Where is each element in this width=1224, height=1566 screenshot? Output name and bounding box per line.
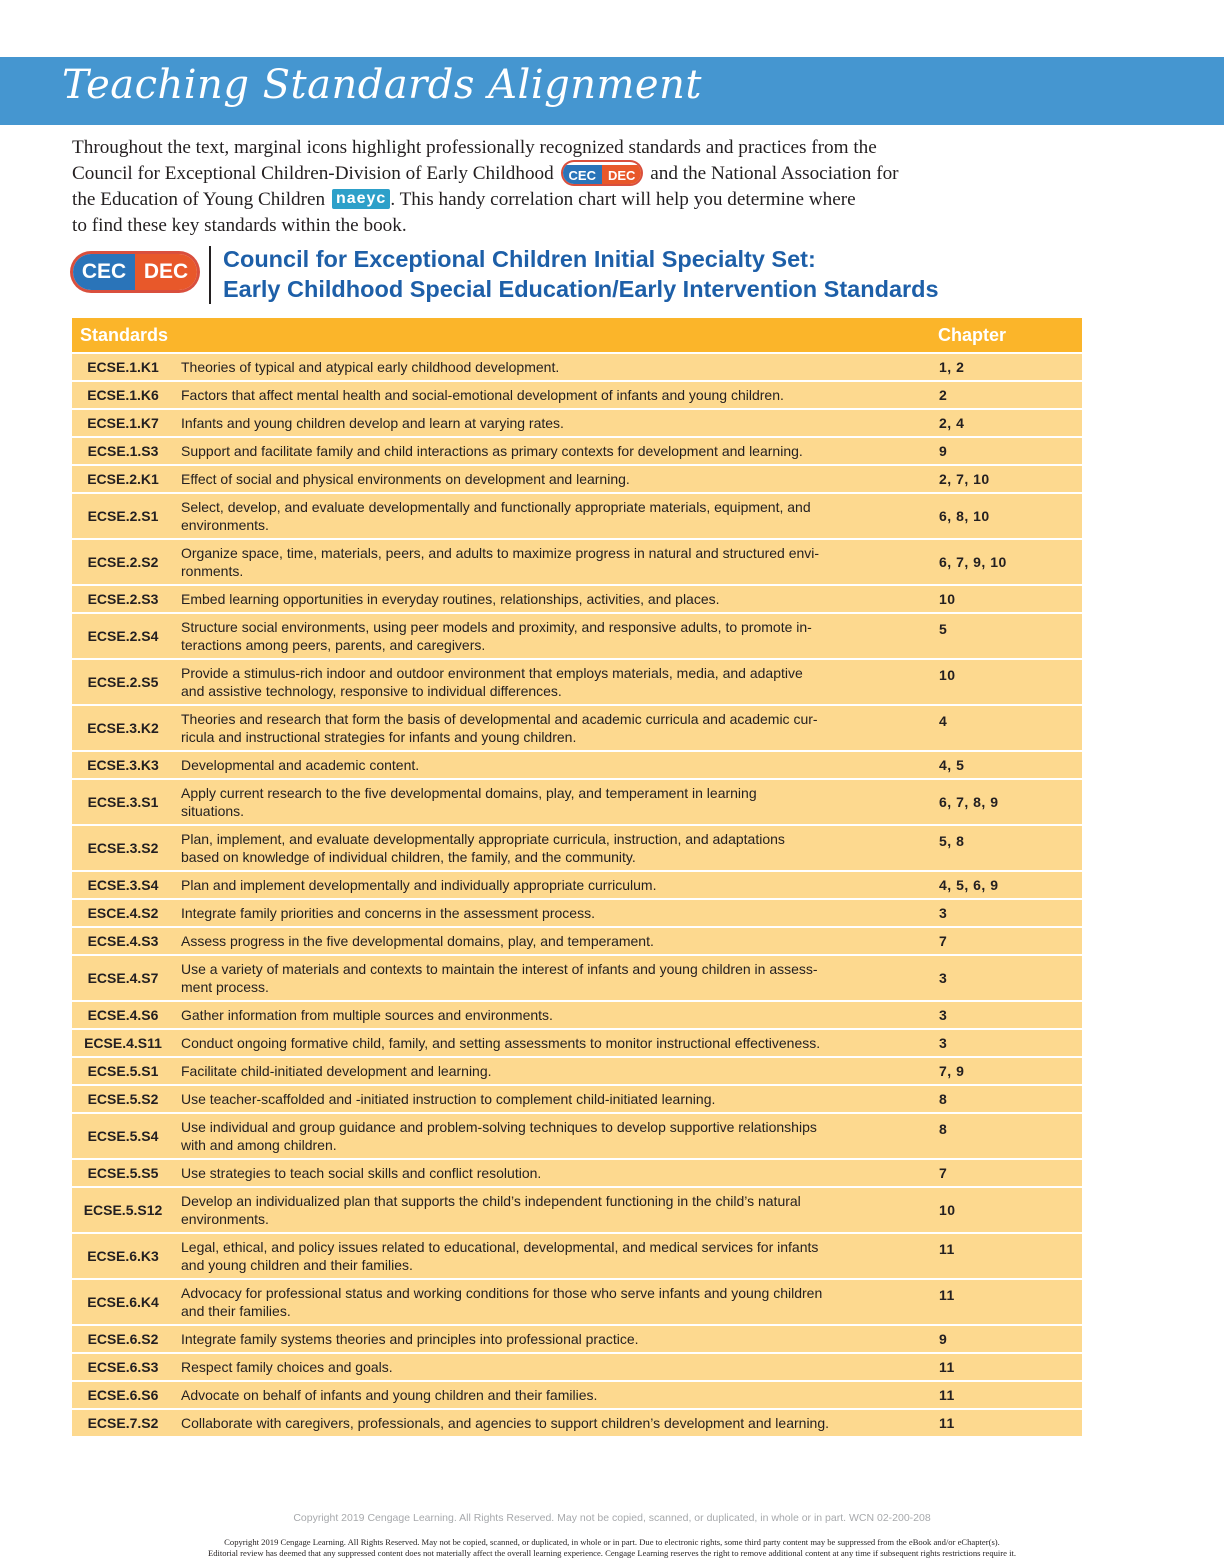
standard-code: ECSE.1.S3 [87,443,159,459]
table-row [72,956,1082,1002]
standard-description [174,494,930,538]
table-row [72,706,1082,752]
cec-dec-logo [563,162,642,184]
standard-code: ECSE.6.S3 [87,1359,159,1375]
standard-description-line: Apply current research to the five developmental domains, play, and temperament in learning [181,785,757,801]
standard-description [174,1410,930,1436]
standard-description [174,410,930,436]
standard-description-line: Assess progress in the five developmental domains, play, and temperament. [181,933,654,949]
table-header [72,318,1082,354]
table-body [72,354,1082,1438]
standard-description-line: Developmental and academic content. [181,757,420,773]
chapter-reference: 8 [939,1091,948,1107]
copyright-watermark: Copyright 2019 Cengage Learning. All Rights Reserved. May not be copied, scanned, or duplicated, in whole or in part. WCN 02-200-208 [293,1512,931,1524]
standard-description-line: Conduct ongoing formative child, family, and setting assessments to monitor instructional effectiveness. [181,1035,821,1051]
standard-description-line: and young children and their families. [181,1257,413,1273]
table-row [72,1160,1082,1188]
chapter-reference: 2 [939,387,948,403]
standard-code: ECSE.6.K4 [87,1294,159,1310]
chapter-reference: 11 [939,1415,955,1431]
standard-description-line: Respect family choices and goals. [181,1359,393,1375]
standard-description-line: Plan, implement, and evaluate developmentally appropriate curricula, instruction, and adaptations [181,831,785,847]
cec-logo-text: CEC [563,165,602,184]
table-row [72,928,1082,956]
chapter-reference: 6, 7, 8, 9 [939,794,999,810]
standard-description [174,540,930,584]
table-row [72,872,1082,900]
copyright-notice [0,1537,1224,1559]
standard-code: ECSE.4.S11 [84,1035,162,1051]
chapter-reference: 6, 8, 10 [939,508,990,524]
chapter-reference: 8 [939,1121,948,1137]
table-row [72,410,1082,438]
table-row [72,586,1082,614]
standard-description [174,706,930,750]
table-row [72,438,1082,466]
standard-description-line: teractions among peers, parents, and caregivers. [181,637,486,653]
chapter-reference: 4, 5, 6, 9 [939,877,999,893]
standard-description-line: with and among children. [181,1137,337,1153]
table-row [72,382,1082,410]
standard-description-line: Embed learning opportunities in everyday routines, relationships, activities, and places. [181,591,720,607]
standard-description-line: Provide a stimulus-rich indoor and outdoor environment that employs materials, media, and adaptive [181,665,803,681]
standard-description-line: Organize space, time, materials, peers, and adults to maximize progress in natural and structured envi- [181,545,820,561]
intro-text: . This handy correlation chart will help you determine where [390,189,856,210]
intro-line [72,187,1082,213]
standard-description-line: environments. [181,1211,269,1227]
standard-description [174,752,930,778]
standard-code: ECSE.1.K7 [87,415,159,431]
standard-code: ECSE.3.K2 [87,720,159,736]
standard-description [174,660,930,704]
chapter-reference: 11 [939,1287,955,1303]
table-row [72,780,1082,826]
standard-description-line: Theories of typical and atypical early childhood development. [181,359,560,375]
section-heading-line: Council for Exceptional Children Initial Specialty Set: [223,246,816,272]
chapter-reference: 11 [939,1387,955,1403]
chapter-reference: 7, 9 [939,1063,965,1079]
standard-description [174,1354,930,1380]
chapter-reference: 11 [939,1241,955,1257]
intro-text: and the National Association for [650,163,899,184]
standard-description [174,1160,930,1186]
heading-divider [209,246,211,304]
copyright-notice-line: Copyright 2019 Cengage Learning. All Rights Reserved. May not be copied, scanned, or duplicated, in whole or in part. Due to electronic rights, some third party content may be suppressed from the eBook and/or eChapter(s). [224,1537,1000,1547]
table-row [72,540,1082,586]
table-row [72,1354,1082,1382]
standard-description-line: Factors that affect mental health and social-emotional development of infants and young children. [181,387,784,403]
chapter-reference: 3 [939,905,948,921]
standard-description-line: Legal, ethical, and policy issues related to educational, developmental, and medical services for infants [181,1239,819,1255]
standard-code: ECSE.5.S1 [87,1063,159,1079]
header-standards: Standards [80,324,169,345]
standard-description [174,354,930,380]
chapter-reference: 5, 8 [939,833,965,849]
chapter-reference: 9 [939,1331,948,1347]
cec-logo-text: CEC [73,254,135,290]
table-row [72,466,1082,494]
table-row [72,1058,1082,1086]
dec-logo-text: DEC [135,254,197,290]
standard-description-line: and their families. [181,1303,291,1319]
chapter-reference: 3 [939,1007,948,1023]
table-row [72,1410,1082,1438]
standard-description [174,956,930,1000]
standard-description [174,1002,930,1028]
standard-code: ECSE.3.K3 [87,757,159,773]
standard-description-line: based on knowledge of individual children, the family, and the community. [181,849,636,865]
copyright-notice-line: Editorial review has deemed that any suppressed content does not materially affect the overall learning experience. Cengage Learning reserves the right to remove additional content at any time if subsequent rights restrictions require it. [207,1548,1017,1558]
chapter-reference: 10 [939,667,956,683]
table-row [72,494,1082,540]
standard-description-line: Use individual and group guidance and problem-solving techniques to develop supportive relationships [181,1119,817,1135]
chapter-reference: 1, 2 [939,359,965,375]
standard-description-line: ment process. [181,979,269,995]
chapter-reference: 9 [939,443,948,459]
table-row [72,1326,1082,1354]
standard-code: ECSE.2.S3 [87,591,159,607]
chapter-reference: 10 [939,1202,956,1218]
standard-description [174,1280,930,1324]
standard-code: ECSE.1.K1 [87,359,159,375]
standard-code: ECSE.2.S1 [87,508,159,524]
table-row [72,752,1082,780]
standard-description [174,1188,930,1232]
standard-code: ECSE.4.S3 [87,933,159,949]
header-chapter: Chapter [938,324,1007,345]
standard-description [174,1234,930,1278]
standard-description-line: Effect of social and physical environments on development and learning. [181,471,630,487]
table-row [72,1234,1082,1280]
standard-code: ECSE.2.S4 [87,628,159,644]
chapter-reference: 6, 7, 9, 10 [939,554,1007,570]
standard-description-line: and assistive technology, responsive to individual differences. [181,683,562,699]
chapter-reference: 3 [939,1035,948,1051]
standard-description-line: Integrate family systems theories and principles into professional practice. [181,1331,639,1347]
standard-description-line: Advocate on behalf of infants and young children and their families. [181,1387,598,1403]
table-row [72,826,1082,872]
chapter-reference: 7 [939,933,948,949]
standard-description-line: Integrate family priorities and concerns in the assessment process. [181,905,595,921]
standard-code: ESCE.4.S2 [87,905,159,921]
chapter-reference: 5 [939,621,948,637]
standard-code: ECSE.6.S2 [87,1331,159,1347]
standard-code: ECSE.4.S7 [87,970,159,986]
chapter-reference: 11 [939,1359,955,1375]
standard-description [174,614,930,658]
dec-logo-text: DEC [602,165,641,184]
intro-text: the Education of Young Children [72,189,326,210]
standard-description [174,1030,930,1056]
standard-code: ECSE.3.S1 [87,794,159,810]
cec-dec-logo-large [73,254,197,290]
standard-description [174,1326,930,1352]
table-row [72,614,1082,660]
chapter-reference: 10 [939,591,956,607]
standard-description-line: Theories and research that form the basis of developmental and academic curricula and academic cur- [181,711,818,727]
chapter-reference: 4, 5 [939,757,965,773]
naeyc-logo: naeyc [332,189,390,209]
standard-description-line: ronments. [181,563,244,579]
standard-description [174,928,930,954]
chapter-reference: 2, 4 [939,415,965,431]
standard-description-line: Collaborate with caregivers, professionals, and agencies to support children’s development and learning. [181,1415,830,1431]
standard-code: ECSE.6.K3 [87,1248,159,1264]
chapter-reference: 2, 7, 10 [939,471,990,487]
table-row [72,1086,1082,1114]
standard-description-line: ricula and instructional strategies for infants and young children. [181,729,577,745]
standard-code: ECSE.2.S5 [87,674,159,690]
standard-description [174,586,930,612]
standard-description-line: environments. [181,517,269,533]
table-row [72,660,1082,706]
chapter-reference: 7 [939,1165,948,1181]
standard-description-line: Plan and implement developmentally and individually appropriate curriculum. [181,877,657,893]
intro-line [72,161,1082,187]
standard-code: ECSE.2.S2 [87,554,159,570]
intro-text: Council for Exceptional Children-Division of Early Childhood [72,163,554,184]
table-row [72,1188,1082,1234]
standard-description [174,780,930,824]
standard-description-line: Use a variety of materials and contexts to maintain the interest of infants and young children in assess- [181,961,818,977]
table-row [72,1002,1082,1030]
standard-code: ECSE.3.S2 [87,840,159,856]
page-title: Teaching Standards Alignment [62,62,702,108]
standard-code: ECSE.5.S4 [87,1128,159,1144]
section-heading [223,244,1083,304]
standard-description [174,438,930,464]
standard-code: ECSE.5.S2 [87,1091,159,1107]
standard-description [174,1382,930,1408]
standard-code: ECSE.7.S2 [87,1415,159,1431]
intro-paragraph [72,135,1082,239]
standard-description-line: Structure social environments, using peer models and proximity, and responsive adults, to promote in- [181,619,812,635]
standard-code: ECSE.3.S4 [87,877,159,893]
standards-table [72,318,1082,1438]
standard-description [174,900,930,926]
standard-description [174,872,930,898]
table-row [72,900,1082,928]
standard-description-line: Facilitate child-initiated development and learning. [181,1063,492,1079]
table-row [72,1030,1082,1058]
standard-description [174,466,930,492]
standard-description-line: Advocacy for professional status and working conditions for those who serve infants and young children [181,1285,823,1301]
standard-description [174,1086,930,1112]
standard-code: ECSE.5.S5 [87,1165,159,1181]
standard-description-line: Infants and young children develop and learn at varying rates. [181,415,564,431]
standard-code: ECSE.4.S6 [87,1007,159,1023]
standard-description [174,1114,930,1158]
chapter-reference: 4 [939,713,948,729]
intro-line: to find these key standards within the book. [72,215,407,236]
table-row [72,1114,1082,1160]
standard-description [174,382,930,408]
section-heading-line: Early Childhood Special Education/Early Intervention Standards [223,276,939,302]
table-row [72,1382,1082,1410]
standard-description [174,1058,930,1084]
chapter-reference: 3 [939,970,948,986]
standard-description-line: Use strategies to teach social skills and conflict resolution. [181,1165,542,1181]
standard-description-line: Support and facilitate family and child interactions as primary contexts for development and learning. [181,443,803,459]
standard-description-line: Develop an individualized plan that supports the child’s independent functioning in the child’s natural [181,1193,801,1209]
standard-description-line: situations. [181,803,245,819]
table-row [72,1280,1082,1326]
standard-code: ECSE.6.S6 [87,1387,159,1403]
standard-code: ECSE.2.K1 [87,471,159,487]
standard-description-line: Use teacher-scaffolded and -initiated instruction to complement child-initiated learning. [181,1091,716,1107]
standard-description-line: Gather information from multiple sources and environments. [181,1007,553,1023]
intro-line: Throughout the text, marginal icons highlight professionally recognized standards and practices from the [72,137,877,158]
standard-description [174,826,930,870]
table-row [72,354,1082,382]
standard-code: ECSE.1.K6 [87,387,159,403]
standard-description-line: Select, develop, and evaluate developmentally and functionally appropriate materials, equipment, and [181,499,811,515]
standard-code: ECSE.5.S12 [83,1202,163,1218]
